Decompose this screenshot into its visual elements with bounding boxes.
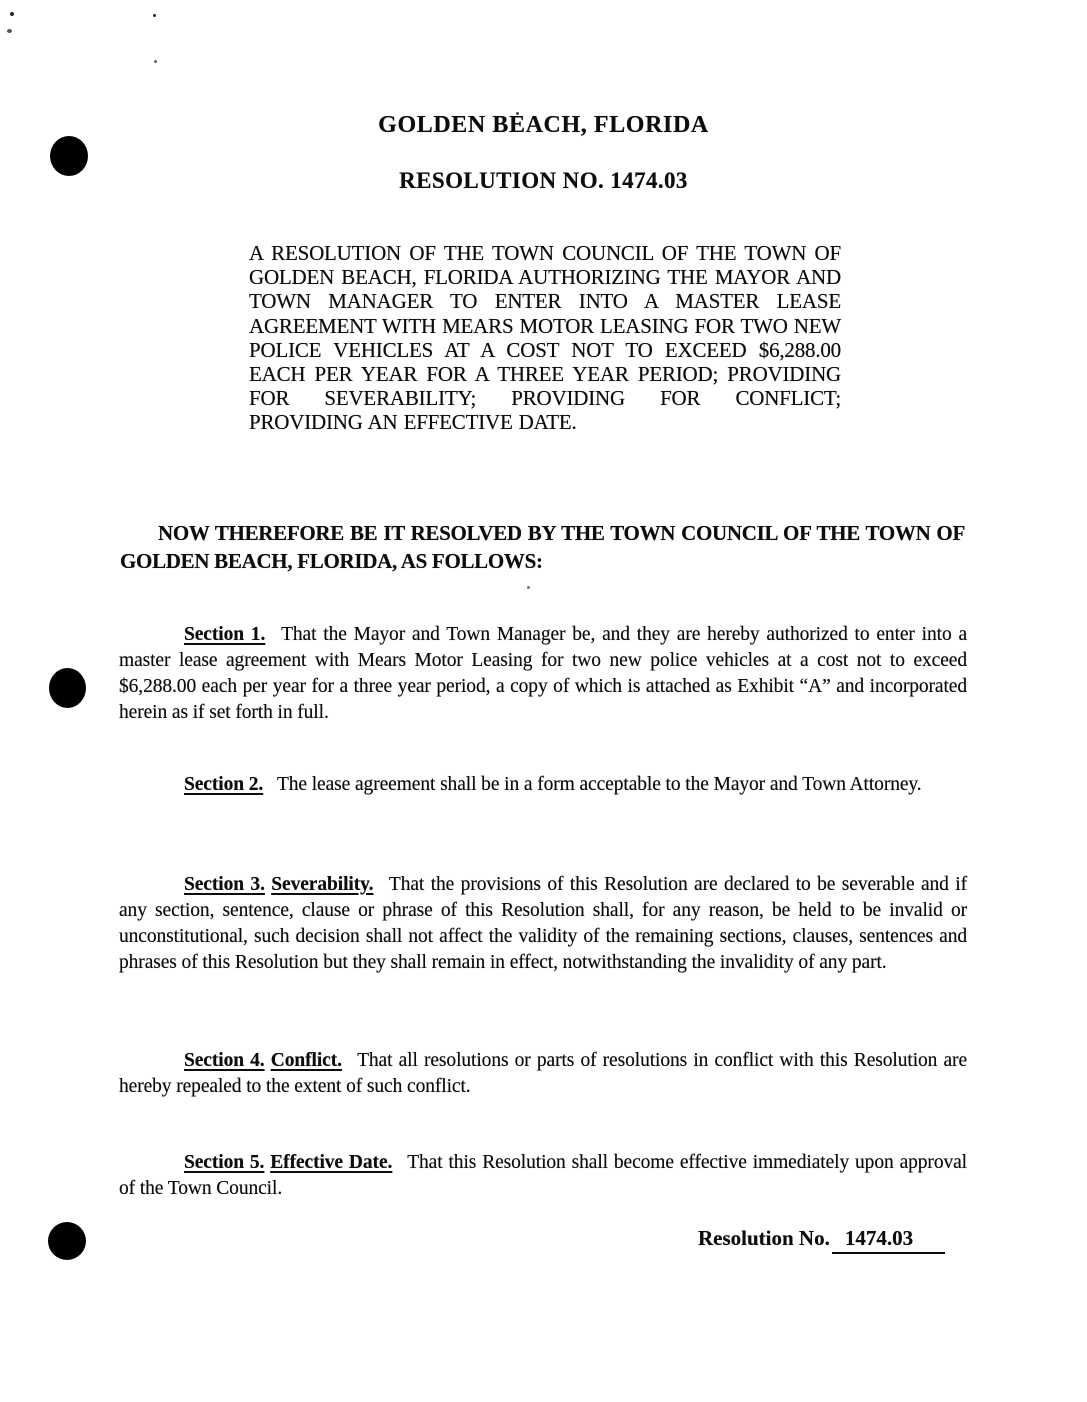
section-3-paragraph — [119, 872, 967, 976]
section-5-subtitle: Effective Date. — [270, 1152, 393, 1173]
resolved-clause: NOW THEREFORE BE IT RESOLVED BY THE TOWN COUNCIL OF THE TOWN OF GOLDEN BEACH, FLORIDA, AS FOLLOWS: — [120, 521, 965, 573]
section-2-paragraph — [119, 772, 967, 798]
scan-speck — [153, 14, 156, 17]
section-4-body: That all resolutions or parts of resolutions in conflict with this Resolution are hereby repealed to the extent of such conflict. — [119, 1050, 967, 1097]
section-4-paragraph — [119, 1048, 967, 1100]
footer-resolution-label: Resolution No. — [698, 1226, 830, 1250]
section-5-body: That this Resolution shall become effective immediately upon approval of the Town Council. — [119, 1152, 967, 1199]
preamble-paragraph: A RESOLUTION OF THE TOWN COUNCIL OF THE TOWN OF GOLDEN BEACH, FLORIDA AUTHORIZING THE MAYOR AND TOWN MANAGER TO ENTER INTO A MASTER LEASE AGREEMENT WITH MEARS MOTOR LEASING FOR TWO NEW POLICE VEHICLES AT A COST NOT TO EXCEED $6,288.00 EACH PER YEAR FOR A THREE YEAR PERIOD; PROVIDING FOR SEVERABILITY; PROVIDING FOR CONFLICT; PROVIDING AN EFFECTIVE DATE. — [249, 241, 841, 435]
resolution-number-heading: RESOLUTION NO. 1474.03 — [399, 168, 688, 193]
scan-speck — [7, 29, 12, 33]
section-5-paragraph — [119, 1150, 967, 1202]
hole-punch-mark-middle — [49, 668, 86, 708]
section-4-subtitle: Conflict. — [270, 1050, 342, 1071]
section-1-body: That the Mayor and Town Manager be, and they are hereby authorized to enter into a master lease agreement with Mears Motor Leasing for two new police vehicles at a cost not to exceed $6,288.00 each per year for a three year period, a copy of which is attached as Exhibit “A” and incorporated herein as if set forth in full. — [119, 624, 967, 723]
section-3-label: Section 3. — [184, 874, 265, 895]
document-title: GOLDEN BEACH, FLORIDA — [378, 112, 709, 138]
section-1-label: Section 1. — [184, 624, 266, 645]
section-1-paragraph — [119, 622, 967, 726]
scan-speck — [527, 586, 530, 589]
scan-speck — [154, 60, 157, 63]
section-4-label: Section 4. — [184, 1050, 265, 1071]
hole-punch-mark-bottom — [48, 1222, 86, 1260]
footer-resolution-value: 1474.03 — [832, 1226, 945, 1254]
section-2-label: Section 2. — [184, 774, 264, 795]
section-3-body: That the provisions of this Resolution are declared to be severable and if any section, sentence, clause or phrase of this Resolution shall, for any reason, be held to be invalid or unconstitutional, such decision shall not affect the validity of the remaining sections, clauses, sentences and phrases of this Resolution but they shall remain in effect, notwithstanding the invalidity of any part. — [119, 874, 967, 973]
section-5-label: Section 5. — [184, 1152, 265, 1173]
footer-resolution-number — [698, 1226, 945, 1254]
section-2-body: The lease agreement shall be in a form acceptable to the Mayor and Town Attorney. — [276, 774, 922, 795]
scan-speck — [10, 12, 14, 16]
section-3-subtitle: Severability. — [271, 874, 374, 895]
